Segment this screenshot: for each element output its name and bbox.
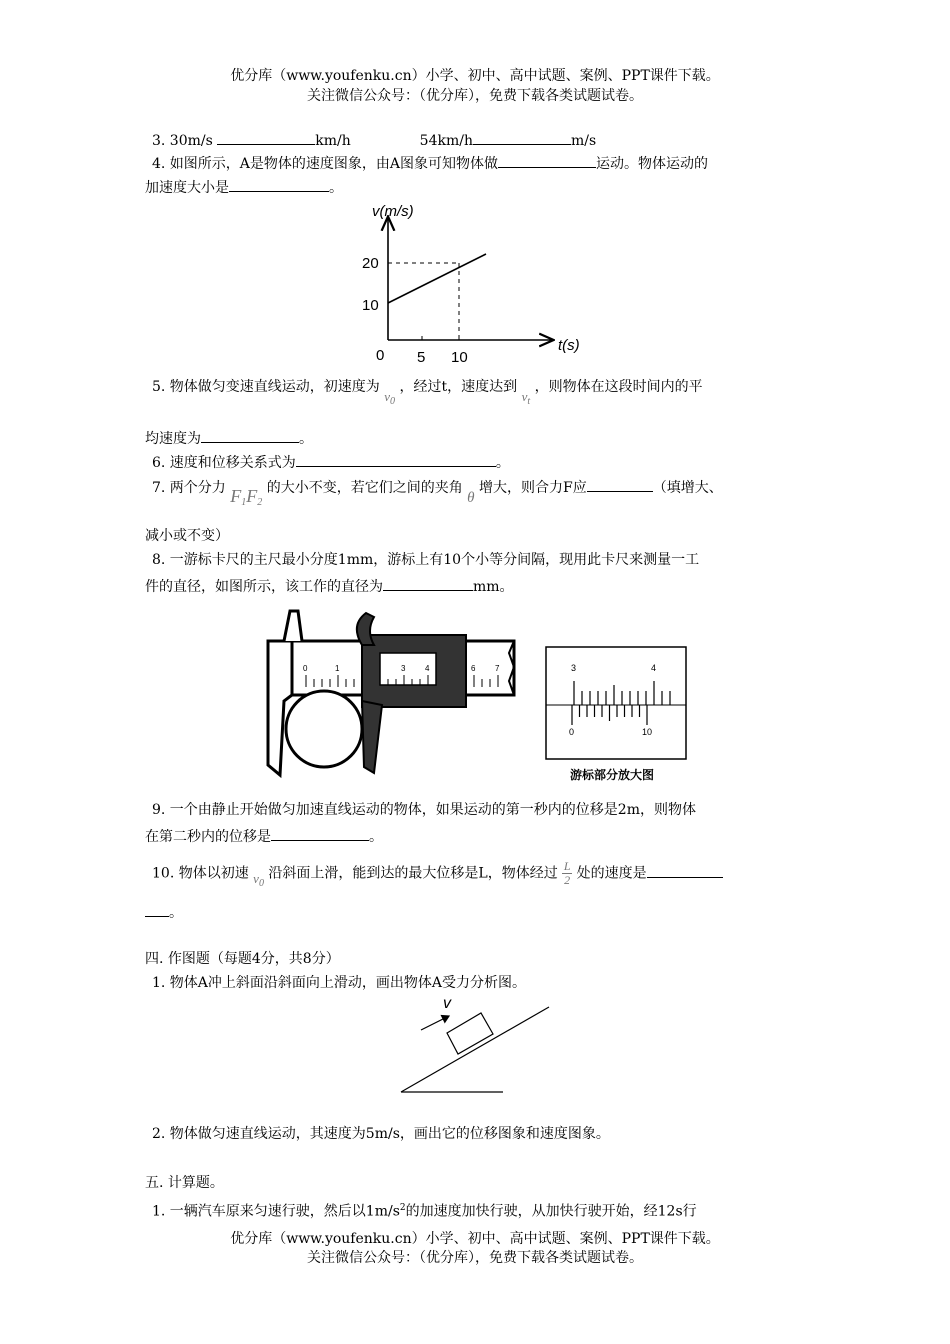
y-axis-label: v(m/s) [372,203,414,220]
question-7-line1 [152,477,723,508]
q7-text-b: 的大小不变，若它们之间的夹角 [266,480,463,496]
section-4-q2: 2. 物体做匀速直线运动，其速度为5m/s，画出它的位移图象和速度图象。 [152,1126,610,1142]
question-7-line2: 减小或不变） [145,528,229,544]
q9-blank[interactable] [271,826,369,841]
question-8-line1: 8. 一游标卡尺的主尺最小分度1mm，游标上有10个小等分间隔，现用此卡尺来测量一工 [152,552,700,568]
q5-vt: $v_t$ [521,389,531,407]
velocity-time-graph [360,198,600,370]
zoom-vernier-0: 0 [569,727,575,737]
question-5-line2 [145,428,313,448]
x-axis-label: t(s) [558,337,580,354]
q9-text-b: 。 [369,829,383,845]
question-8-line2 [145,576,514,596]
q10-blank-1[interactable] [647,863,723,878]
x-tick-5: 5 [417,349,426,366]
q5-blank[interactable] [201,428,299,443]
q7-text-d: （填增大、 [652,480,723,496]
caliper-fixed-upper-jaw [284,611,302,641]
zoom-main-3: 3 [571,663,577,673]
q3-blank-1[interactable] [217,130,315,145]
caliper-slider-lower-jaw [362,701,382,773]
q10-fraction: $\frac{L}{2}$ [563,859,571,887]
caliper-slider-upper-jaw [357,613,374,645]
q10-text-c: 处的速度是 [576,865,647,882]
y-tick-20: 20 [362,255,379,272]
zoom-vernier-10: 10 [642,727,653,737]
q7-text-c: 增大，则合力F应 [479,480,587,496]
zoom-frame [546,647,686,759]
question-9-line1: 9. 一个由静止开始做匀加速直线运动的物体，如果运动的第一秒内的位移是2m，则物体 [152,802,696,818]
caliper-tick-4: 4 [425,664,430,673]
velocity-line [388,254,486,303]
question-3 [152,130,596,150]
q4-text-d: 。 [329,180,343,196]
q7-theta: θ [467,490,475,506]
question-10-line2 [145,902,183,922]
q5-text-b: ，经过t，速度达到 [399,379,518,395]
q3-text-d: m/s [570,133,597,149]
y-tick-10: 10 [362,297,379,314]
q3-text-a: 3. 30m/s [152,133,213,149]
question-6 [152,452,510,472]
section-5-q1 [152,1199,697,1221]
vernier-caliper-figure [262,605,522,783]
caliper-fixed-jaw [268,641,292,775]
caliper-tick-7: 7 [495,664,500,673]
q8-text-a: 件的直径，如图所示，该工作的直径为 [145,579,383,595]
caliper-tick-3: 3 [401,664,406,673]
q5-text-e: 。 [299,431,313,447]
q5-text-c: ，则物体在这段时间内的平 [534,379,703,395]
q7-blank[interactable] [587,477,653,492]
page-header-line1: 优分库（www.youfenku.cn）小学、初中、高中试题、案例、PPT课件下载。 [230,68,720,84]
q6-blank[interactable] [296,452,496,467]
q10-blank-2[interactable] [145,902,169,917]
question-4-line1 [152,153,708,173]
question-4-line2 [145,177,343,197]
q10-text-b: 沿斜面上滑，能到达的最大位移是L，物体经过 [268,865,558,882]
question-10-line1 [152,860,723,888]
zoom-main-4: 4 [651,663,657,673]
question-5-line1 [152,378,703,407]
velocity-label: v [443,995,451,1012]
section-4-q1: 1. 物体A冲上斜面沿斜面向上滑动，画出物体A受力分析图。 [152,975,527,991]
question-9-line2 [145,826,383,846]
s5-q1-text-b: 的加速度加快行驶，从加快行驶开始，经12s行 [405,1203,697,1220]
q7-forces: $F_1F_2$ [230,486,263,508]
velocity-arrow [421,1016,449,1030]
incline-figure [395,992,555,1096]
q3-text-c: 54km/h [419,133,473,149]
q4-text-b: 运动。物体运动的 [596,156,709,172]
caliper-tick-6: 6 [471,664,476,673]
vernier-zoom-figure [540,645,692,785]
q9-text-a: 在第二秒内的位移是 [145,829,271,845]
q10-text-d: 。 [169,905,183,921]
s5-q1-sup: 2 [399,1203,406,1213]
q7-text-a: 7. 两个分力 [152,480,226,496]
q4-text-c: 加速度大小是 [145,180,229,196]
q3-text-b: km/h [315,133,351,149]
q8-blank[interactable] [383,576,473,591]
page-footer-line2: 关注微信公众号：（优分库），免费下载各类试题试卷。 [307,1250,643,1266]
section-5-title: 五. 计算题。 [145,1175,224,1191]
q8-text-b: mm。 [473,579,514,595]
q10-text-a: 10. 物体以初速 [152,865,249,882]
q6-text-b: 。 [495,455,510,471]
section-4-title: 四. 作图题（每题4分，共8分） [145,951,340,967]
x-tick-10: 10 [451,349,468,366]
s5-q1-text-a: 1. 一辆汽车原来匀速行驶，然后以1m/s [152,1203,400,1220]
x-tick-0: 0 [376,347,385,364]
block-a [447,1013,493,1054]
workpiece-circle [286,691,362,767]
q5-text-d: 均速度为 [145,431,201,447]
q6-text-a: 6. 速度和位移关系式为 [152,455,296,471]
q4-text-a: 4. 如图所示，A是物体的速度图象，由A图象可知物体做 [152,156,499,172]
zoom-caption: 游标部分放大图 [570,768,655,782]
q3-blank-2[interactable] [473,130,571,145]
caliper-tick-1: 1 [335,664,340,673]
q5-v0: $v_0$ [384,389,396,407]
q10-v0: $v_0$ [253,870,264,889]
page-footer-line1: 优分库（www.youfenku.cn）小学、初中、高中试题、案例、PPT课件下载。 [230,1231,720,1247]
page-header-line2: 关注微信公众号：（优分库），免费下载各类试题试卷。 [307,88,643,104]
caliper-tick-0: 0 [303,664,308,673]
q5-text-a: 5. 物体做匀变速直线运动，初速度为 [152,379,380,395]
q4-blank-2[interactable] [229,177,329,192]
q4-blank-1[interactable] [498,153,596,168]
